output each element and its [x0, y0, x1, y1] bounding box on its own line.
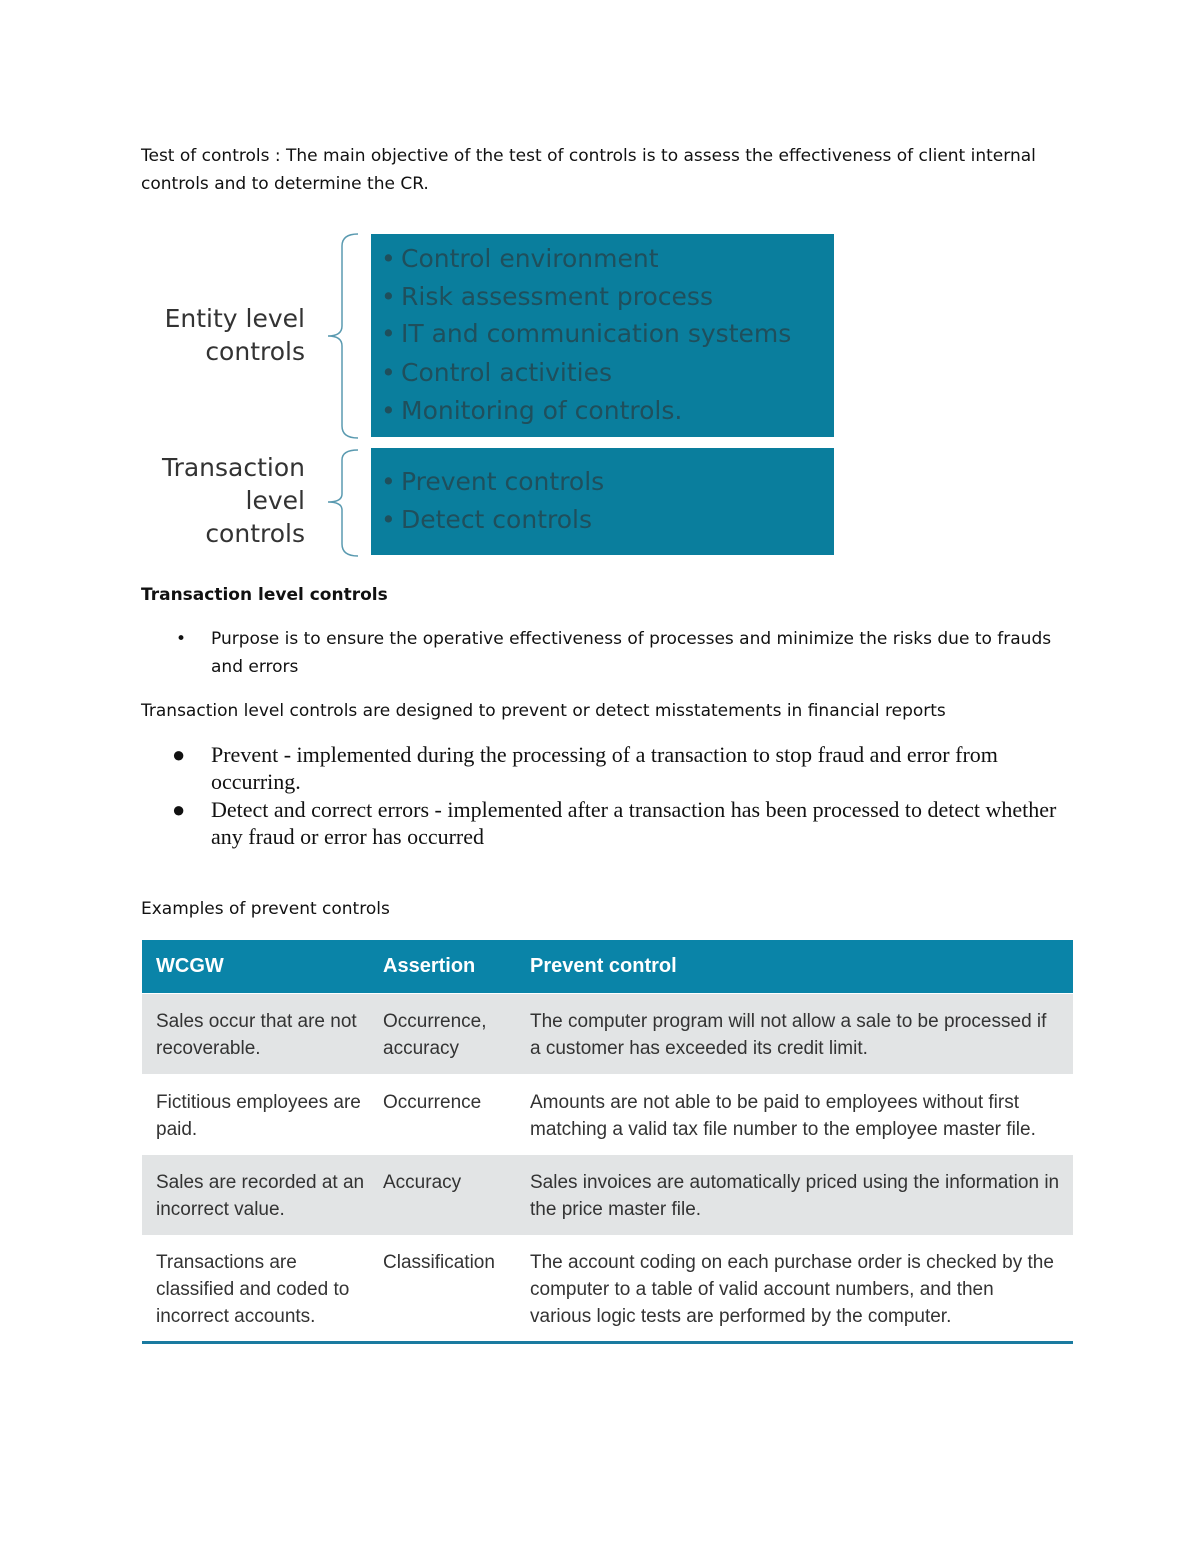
table-cell: Amounts are not able to be paid to employees without first matching a valid tax file number to the employee master file.: [530, 1092, 1036, 1140]
designed-paragraph: Transaction level controls are designed to prevent or detect misstatements in financial reports: [141, 701, 946, 721]
examples-title: Examples of prevent controls: [141, 899, 390, 919]
detect-item-text: Detect and correct errors - implemented after a transaction has been processed to detect whether any fraud or error has occurred: [211, 797, 1057, 849]
entity-label-line: controls: [205, 337, 305, 366]
table-bottom-rule: [142, 1341, 1073, 1344]
entity-item-label: Control activities: [401, 358, 613, 387]
transaction-item-label: Prevent controls: [401, 467, 605, 496]
bullet-icon: •: [381, 244, 396, 273]
table-row: [142, 1235, 1073, 1341]
header-prevent-control: Prevent control: [530, 955, 677, 977]
transaction-label-line: level: [245, 486, 305, 515]
entity-item-label: IT and communication systems: [401, 319, 792, 348]
transaction-level-label: [140, 451, 305, 550]
entity-item-label: Monitoring of controls.: [401, 396, 683, 425]
table-cell: Accuracy: [383, 1172, 462, 1193]
table-cell: Transactions are classified and coded to incorrect accounts.: [156, 1252, 350, 1327]
bullet-icon: •: [381, 319, 396, 348]
table-cell: Sales are recorded at an incorrect value.: [156, 1172, 365, 1220]
entity-item-label: Risk assessment process: [401, 282, 713, 311]
entity-item: [381, 392, 682, 430]
bullet-icon: •: [381, 358, 396, 387]
table-cell: The account coding on each purchase order is checked by the computer to a table of valid account numbers, and then various logic tests are performed by the computer.: [530, 1252, 1054, 1327]
header-assertion: Assertion: [383, 955, 476, 977]
table-cell: Sales occur that are not recoverable.: [156, 1011, 357, 1059]
transaction-brace: [322, 446, 362, 560]
transaction-level-heading: Transaction level controls: [141, 585, 388, 605]
intro-paragraph: Test of controls : The main objective of the test of controls is to assess the effectiveness of client internal controls and to determine the CR.: [141, 146, 1036, 194]
prevent-item-text: Prevent - implemented during the processing of a transaction to stop fraud and error from occurring.: [211, 742, 998, 794]
transaction-item: [381, 501, 592, 539]
entity-item-label: Control environment: [401, 244, 659, 273]
table-cell: Occurrence: [383, 1092, 482, 1113]
table-cell: Classification: [383, 1252, 495, 1273]
transaction-label-line: controls: [205, 519, 305, 548]
table-row: [142, 1155, 1073, 1235]
entity-label-line: Entity level: [164, 304, 305, 333]
entity-item: [381, 240, 659, 278]
entity-controls-box: [371, 234, 834, 437]
table-cell: Occurrence, accuracy: [383, 1011, 487, 1059]
entity-brace: [322, 230, 362, 442]
entity-item: [381, 315, 791, 353]
purpose-text: Purpose is to ensure the operative effectiveness of processes and minimize the risks due to frauds and errors: [211, 629, 1052, 677]
table-row: [142, 1075, 1073, 1155]
entity-item: [381, 278, 713, 316]
transaction-controls-box: [371, 448, 834, 555]
header-wcgw: WCGW: [156, 955, 224, 977]
entity-level-label: [140, 302, 305, 368]
bullet-icon: •: [381, 396, 396, 425]
table-row: [142, 994, 1073, 1075]
bullet-icon: •: [381, 505, 396, 534]
transaction-item-label: Detect controls: [401, 505, 592, 534]
transaction-label-line: Transaction: [161, 453, 305, 482]
table-header: [142, 940, 1073, 994]
transaction-item: [381, 463, 604, 501]
bullet-icon: ●: [172, 742, 186, 767]
table-cell: Fictitious employees are paid.: [156, 1092, 361, 1140]
prevent-controls-table: [142, 940, 1073, 1344]
entity-item: [381, 354, 612, 392]
bullet-icon: •: [176, 629, 187, 649]
bullet-icon: ●: [172, 797, 186, 822]
table-cell: Sales invoices are automatically priced using the information in the price master file.: [530, 1172, 1060, 1220]
bullet-icon: •: [381, 467, 396, 496]
table-cell: The computer program will not allow a sale to be processed if a customer has exceeded its credit limit.: [530, 1011, 1047, 1059]
bullet-icon: •: [381, 282, 396, 311]
